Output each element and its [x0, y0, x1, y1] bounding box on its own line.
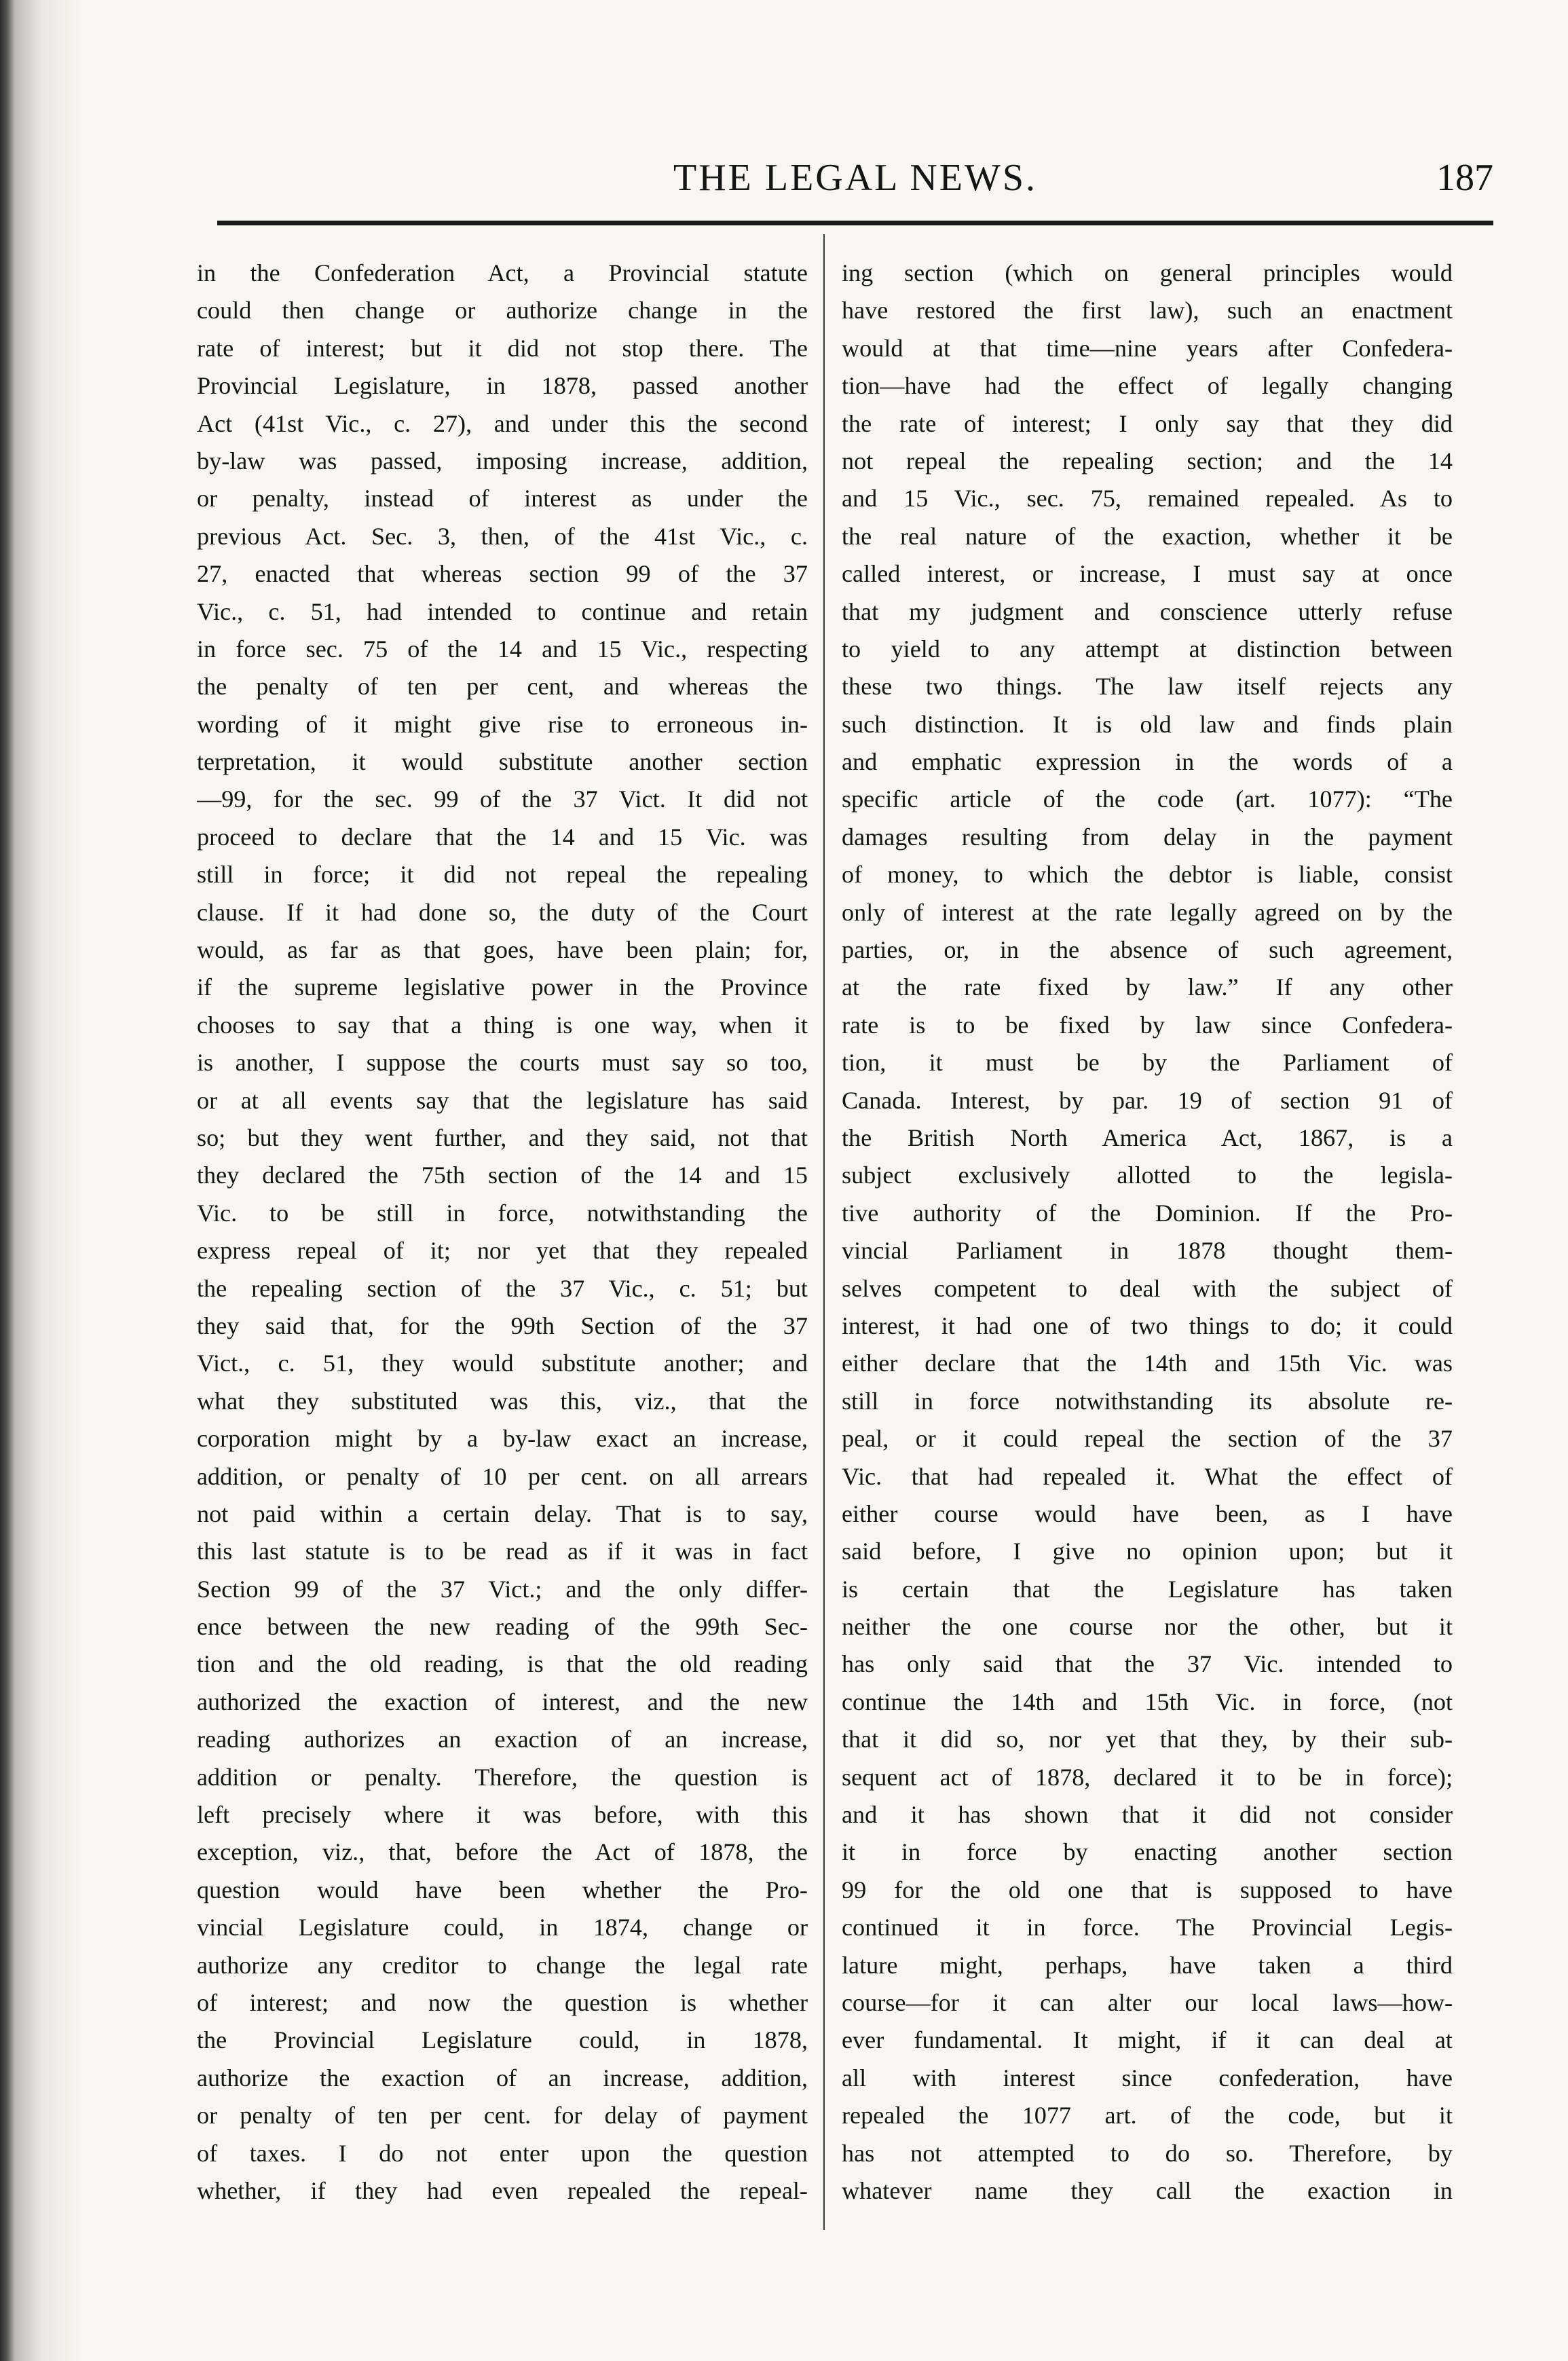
- text-line: question would have been whether the Pro-: [197, 1876, 808, 1903]
- text-line: is certain that the Legislature has taken: [842, 1575, 1453, 1603]
- text-line: not paid within a certain delay. That is to say,: [197, 1500, 808, 1527]
- text-line: these two things. The law itself rejects any: [842, 673, 1453, 701]
- text-line: 27, enacted that whereas section 99 of the 37: [197, 560, 808, 588]
- text-line: neither the one course nor the other, but it: [842, 1613, 1453, 1641]
- text-line: and it has shown that it did not consider: [842, 1801, 1453, 1829]
- text-line: would, as far as that goes, have been plain; for,: [197, 936, 808, 964]
- text-line: tion and the old reading, is that the old reading: [197, 1650, 808, 1678]
- text-line: lature might, perhaps, have taken a third: [842, 1951, 1453, 1979]
- text-line: repealed the 1077 art. of the code, but it: [842, 2102, 1453, 2130]
- text-line: chooses to say that a thing is one way, when it: [197, 1011, 808, 1039]
- text-line: in the Confederation Act, a Provincial statute: [197, 259, 808, 286]
- text-line: vincial Parliament in 1878 thought them-: [842, 1237, 1453, 1265]
- text-line: have restored the first law), such an enactment: [842, 297, 1453, 324]
- text-line: left precisely where it was before, with this: [197, 1801, 808, 1829]
- text-line: tion—have had the effect of legally changing: [842, 372, 1453, 400]
- text-line: whether, if they had even repealed the repeal-: [197, 2176, 808, 2204]
- text-line: not repeal the repealing section; and the 14: [842, 447, 1453, 475]
- right-column: [842, 255, 1453, 2210]
- text-line: authorize any creditor to change the legal rate: [197, 1951, 808, 1979]
- text-line: reading authorizes an exaction of an increase,: [197, 1726, 808, 1753]
- journal-title: THE LEGAL NEWS.: [673, 157, 1037, 199]
- text-line: rate is to be fixed by law since Confedera-: [842, 1011, 1453, 1039]
- text-line: rate of interest; but it did not stop there. The: [197, 334, 808, 362]
- text-line: that my judgment and conscience utterly refuse: [842, 597, 1453, 625]
- text-line: to yield to any attempt at distinction between: [842, 635, 1453, 663]
- text-line: continue the 14th and 15th Vic. in force, (not: [842, 1688, 1453, 1715]
- text-line: tive authority of the Dominion. If the Pro-: [842, 1199, 1453, 1227]
- text-line: the repealing section of the 37 Vic., c. 51; but: [197, 1274, 808, 1302]
- text-line: Canada. Interest, by par. 19 of section 91 of: [842, 1086, 1453, 1114]
- text-line: previous Act. Sec. 3, then, of the 41st Vic., c.: [197, 522, 808, 550]
- text-line: Vic. that had repealed it. What the effect of: [842, 1462, 1453, 1490]
- text-line: only of interest at the rate legally agreed on by the: [842, 898, 1453, 926]
- text-line: ing section (which on general principles would: [842, 259, 1453, 286]
- text-line: by-law was passed, imposing increase, addition,: [197, 447, 808, 475]
- text-line: of interest; and now the question is whether: [197, 1988, 808, 2016]
- text-line: of taxes. I do not enter upon the question: [197, 2139, 808, 2167]
- text-line: or at all events say that the legislature has said: [197, 1086, 808, 1114]
- text-line: ence between the new reading of the 99th Sec-: [197, 1613, 808, 1641]
- running-header: [217, 156, 1493, 204]
- text-line: sequent act of 1878, declared it to be in force);: [842, 1763, 1453, 1791]
- left-column: [197, 255, 808, 2210]
- text-line: the real nature of the exaction, whether it be: [842, 522, 1453, 550]
- text-line: authorized the exaction of interest, and the new: [197, 1688, 808, 1715]
- text-line: has not attempted to do so. Therefore, by: [842, 2139, 1453, 2167]
- text-line: called interest, or increase, I must say at once: [842, 560, 1453, 588]
- text-line: that it did so, nor yet that they, by their sub-: [842, 1726, 1453, 1753]
- text-line: exception, viz., that, before the Act of 1878, the: [197, 1838, 808, 1866]
- text-line: authorize the exaction of an increase, addition,: [197, 2064, 808, 2092]
- text-line: interest, it had one of two things to do; it could: [842, 1312, 1453, 1339]
- text-line: Act (41st Vic., c. 27), and under this the second: [197, 409, 808, 437]
- text-line: if the supreme legislative power in the Province: [197, 973, 808, 1001]
- text-line: Vic. to be still in force, notwithstanding the: [197, 1199, 808, 1227]
- text-line: continued it in force. The Provincial Legis-: [842, 1914, 1453, 1941]
- text-line: in force sec. 75 of the 14 and 15 Vic., respecting: [197, 635, 808, 663]
- text-line: proceed to declare that the 14 and 15 Vic. was: [197, 823, 808, 851]
- text-line: parties, or, in the absence of such agreement,: [842, 936, 1453, 964]
- text-line: addition or penalty. Therefore, the question is: [197, 1763, 808, 1791]
- text-line: is another, I suppose the courts must say so too,: [197, 1049, 808, 1077]
- text-line: wording of it might give rise to erroneous in-: [197, 710, 808, 738]
- text-line: Vict., c. 51, they would substitute another; and: [197, 1350, 808, 1377]
- text-line: addition, or penalty of 10 per cent. on all arrears: [197, 1462, 808, 1490]
- text-line: terpretation, it would substitute another section: [197, 748, 808, 776]
- text-line: of money, to which the debtor is liable, consist: [842, 861, 1453, 889]
- text-line: or penalty of ten per cent. for delay of payment: [197, 2102, 808, 2130]
- text-line: all with interest since confederation, have: [842, 2064, 1453, 2092]
- text-line: and emphatic expression in the words of a: [842, 748, 1453, 776]
- text-line: they said that, for the 99th Section of the 37: [197, 1312, 808, 1339]
- text-line: subject exclusively allotted to the legisla-: [842, 1161, 1453, 1189]
- text-line: either course would have been, as I have: [842, 1500, 1453, 1527]
- text-line: —99, for the sec. 99 of the 37 Vict. It did not: [197, 785, 808, 813]
- text-line: the British North America Act, 1867, is a: [842, 1123, 1453, 1151]
- text-line: ever fundamental. It might, if it can deal at: [842, 2026, 1453, 2054]
- text-line: Vic., c. 51, had intended to continue and retain: [197, 597, 808, 625]
- text-line: express repeal of it; nor yet that they repealed: [197, 1237, 808, 1265]
- header-rule: [217, 221, 1493, 225]
- text-line: it in force by enacting another section: [842, 1838, 1453, 1866]
- text-line: damages resulting from delay in the payment: [842, 823, 1453, 851]
- text-line: or penalty, instead of interest as under the: [197, 485, 808, 513]
- text-line: would at that time—nine years after Confedera-: [842, 334, 1453, 362]
- text-line: they declared the 75th section of the 14 and 15: [197, 1161, 808, 1189]
- text-line: specific article of the code (art. 1077): “The: [842, 785, 1453, 813]
- text-line: vincial Legislature could, in 1874, change or: [197, 1914, 808, 1941]
- text-line: could then change or authorize change in the: [197, 297, 808, 324]
- text-line: has only said that the 37 Vic. intended to: [842, 1650, 1453, 1678]
- text-line: 99 for the old one that is supposed to have: [842, 1876, 1453, 1903]
- page-number: 187: [1436, 157, 1493, 199]
- text-line: selves competent to deal with the subject of: [842, 1274, 1453, 1302]
- text-line: still in force; it did not repeal the repealing: [197, 861, 808, 889]
- text-line: what they substituted was this, viz., that the: [197, 1387, 808, 1415]
- text-line: whatever name they call the exaction in: [842, 2176, 1453, 2204]
- text-line: the rate of interest; I only say that they did: [842, 409, 1453, 437]
- text-line: Section 99 of the 37 Vict.; and the only differ-: [197, 1575, 808, 1603]
- text-line: at the rate fixed by law.” If any other: [842, 973, 1453, 1001]
- text-line: either declare that the 14th and 15th Vic. was: [842, 1350, 1453, 1377]
- text-line: tion, it must be by the Parliament of: [842, 1049, 1453, 1077]
- text-line: such distinction. It is old law and finds plain: [842, 710, 1453, 738]
- text-line: course—for it can alter our local laws—how-: [842, 1988, 1453, 2016]
- text-line: clause. If it had done so, the duty of the Court: [197, 898, 808, 926]
- text-line: the penalty of ten per cent, and whereas the: [197, 673, 808, 701]
- text-line: Provincial Legislature, in 1878, passed another: [197, 372, 808, 400]
- text-line: peal, or it could repeal the section of the 37: [842, 1425, 1453, 1453]
- text-line: corporation might by a by-law exact an increase,: [197, 1425, 808, 1453]
- text-line: still in force notwithstanding its absolute re-: [842, 1387, 1453, 1415]
- text-line: this last statute is to be read as if it was in fact: [197, 1538, 808, 1565]
- column-divider: [823, 234, 825, 2230]
- binding-edge: [0, 0, 81, 2361]
- text-line: and 15 Vic., sec. 75, remained repealed. As to: [842, 485, 1453, 513]
- text-line: the Provincial Legislature could, in 1878,: [197, 2026, 808, 2054]
- text-line: so; but they went further, and they said, not that: [197, 1123, 808, 1151]
- text-line: said before, I give no opinion upon; but it: [842, 1538, 1453, 1565]
